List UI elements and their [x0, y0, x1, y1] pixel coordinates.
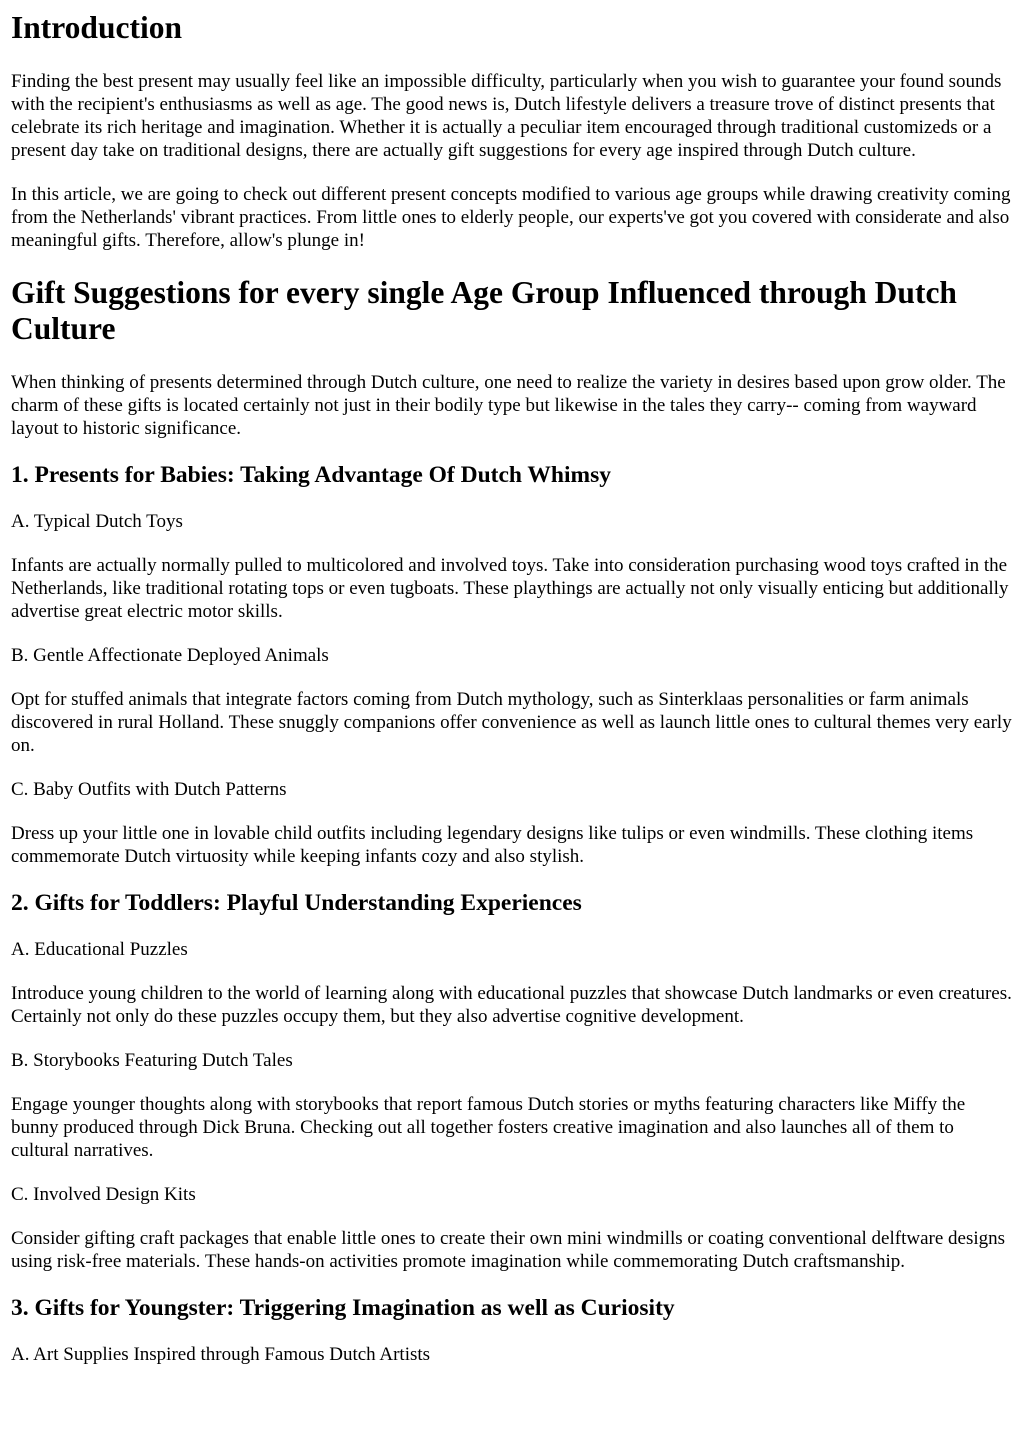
- item-title: A. Art Supplies Inspired through Famous Dutch Artists: [11, 1343, 431, 1365]
- item-text: Opt for stuffed animals that integrate factors coming from Dutch mythology, such as Sinterklaas personalities or farm animals discovered in rural Holland. These snuggly companions offer convenience as well as launch little ones to cultural themes very early on.: [11, 688, 1012, 756]
- item-text: Infants are actually normally pulled to multicolored and involved toys. Take into consideration purchasing wood toys crafted in the Netherlands, like traditional rotating tops or even tugboats. These playthings are actually not only visually enticing but additionally advertise great electric motor skills.: [11, 554, 1009, 622]
- section-heading: 2. Gifts for Toddlers: Playful Understanding Experiences: [11, 889, 582, 916]
- item-title: C. Baby Outfits with Dutch Patterns: [11, 778, 287, 800]
- intro-heading: Introduction: [11, 10, 182, 45]
- item-title: A. Typical Dutch Toys: [11, 510, 183, 532]
- item-title: A. Educational Puzzles: [11, 938, 188, 960]
- article: [0, 10, 1024, 1366]
- item-text: Engage younger thoughts along with storybooks that report famous Dutch stories or myths featuring characters like Miffy the bunny produced through Dick Bruna. Checking out all together fosters creative imagination and also launches all of them to cultural narratives.: [11, 1093, 966, 1161]
- main-paragraph: When thinking of presents determined through Dutch culture, one need to realize the variety in desires based upon grow older. The charm of these gifts is located certainly not just in their bodily type but likewise in the tales they carry-- coming from wayward layout to historic significance.: [11, 371, 1006, 439]
- item-title: B. Storybooks Featuring Dutch Tales: [11, 1049, 293, 1071]
- section-heading: 1. Presents for Babies: Taking Advantage Of Dutch Whimsy: [11, 461, 611, 488]
- item-title: C. Involved Design Kits: [11, 1183, 196, 1205]
- item-text: Consider gifting craft packages that enable little ones to create their own mini windmills or coating conventional delftware designs using risk-free materials. These hands-on activities promote imagination while commemorating Dutch craftsmanship.: [11, 1227, 1006, 1272]
- item-text: Introduce young children to the world of learning along with educational puzzles that showcase Dutch landmarks or even creatures. Certainly not only do these puzzles occupy them, but they also advertise cognitive development.: [11, 982, 1012, 1027]
- main-heading: Gift Suggestions for every single Age Group Influenced through Dutch Culture: [11, 275, 957, 346]
- item-text: Dress up your little one in lovable child outfits including legendary designs like tulips or even windmills. These clothing items commemorate Dutch virtuosity while keeping infants cozy and also stylish.: [11, 822, 974, 867]
- intro-paragraph: In this article, we are going to check out different present concepts modified to various age groups while drawing creativity coming from the Netherlands' vibrant practices. From little ones to elderly people, our experts've got you covered with considerate and also meaningful gifts. Therefore, allow's plunge in!: [11, 184, 1011, 252]
- intro-paragraph: Finding the best present may usually feel like an impossible difficulty, particularly when you wish to guarantee your found sounds with the recipient's enthusiasms as well as age. The good news is, Dutch lifestyle delivers a treasure trove of distinct presents that celebrate its rich heritage and imagination. Whether it is actually a peculiar item encouraged through traditional customizeds or a present day take on traditional designs, there are actually gift suggestions for every age inspired through Dutch culture.: [11, 71, 1002, 162]
- item-title: B. Gentle Affectionate Deployed Animals: [11, 644, 329, 666]
- section-heading: 3. Gifts for Youngster: Triggering Imagination as well as Curiosity: [11, 1294, 675, 1321]
